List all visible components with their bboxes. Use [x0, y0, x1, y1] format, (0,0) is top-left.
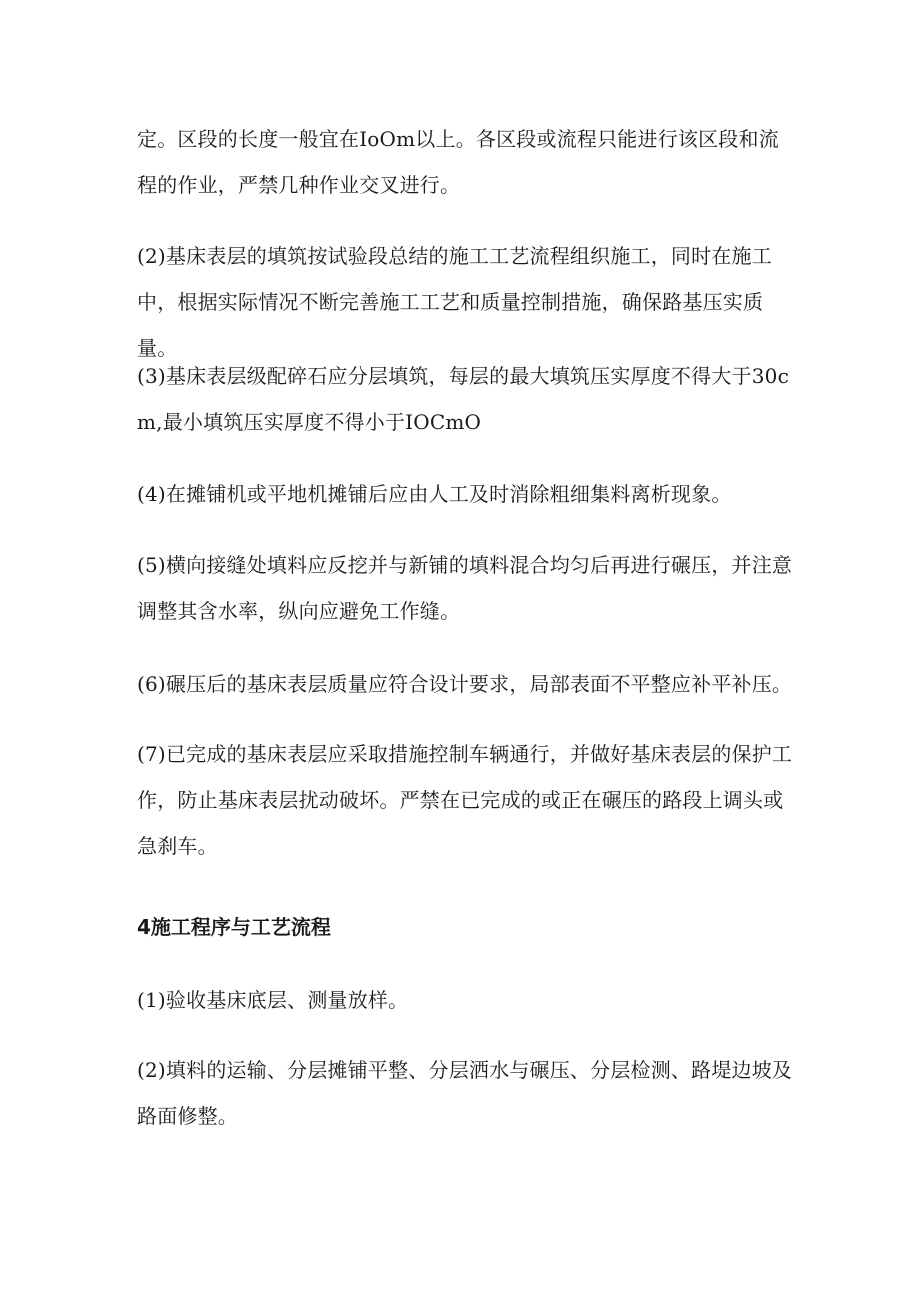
paragraph-item-6: (6)碾压后的基床表层质量应符合设计要求，局部表面不平整应补平补压。 — [137, 672, 793, 696]
paragraph-continuation: 定。区段的长度一般宜在IoOm以上。各区段或流程只能进行该区段和流程的作业，严禁几种作业交叉进行。 — [137, 127, 779, 197]
paragraph-item-5: (5)横向接缝处填料应反挖并与新铺的填料混合均匀后再进行碾压，并注意调整其含水率，纵向应避免工作缝。 — [137, 553, 793, 623]
paragraph-item-3: (3)基床表层级配碎石应分层填筑，每层的最大填筑压实厚度不得大于30cm,最小填筑压实厚度不得小于IOCmO — [137, 364, 789, 434]
section-paragraph-1: (1)验收基床底层、测量放样。 — [137, 988, 409, 1012]
paragraph-item-2: (2)基床表层的填筑按试验段总结的施工工艺流程组织施工，同时在施工中，根据实际情况不断完善施工工艺和质量控制措施，确保路基压实质量。 — [137, 244, 772, 360]
section-paragraph-2: (2)填料的运输、分层摊铺平整、分层洒水与碾压、分层检测、路堤边坡及路面修整。 — [137, 1058, 793, 1128]
section-heading: 4施工程序与工艺流程 — [137, 915, 331, 939]
paragraph-item-7: (7)已完成的基床表层应采取措施控制车辆通行，并做好基床表层的保护工作，防止基床表层扰动破坏。严禁在已完成的或正在碾压的路段上调头或急刹车。 — [137, 742, 793, 858]
paragraph-item-4: (4)在摊铺机或平地机摊铺后应由人工及时消除粗细集料离析现象。 — [137, 482, 732, 506]
